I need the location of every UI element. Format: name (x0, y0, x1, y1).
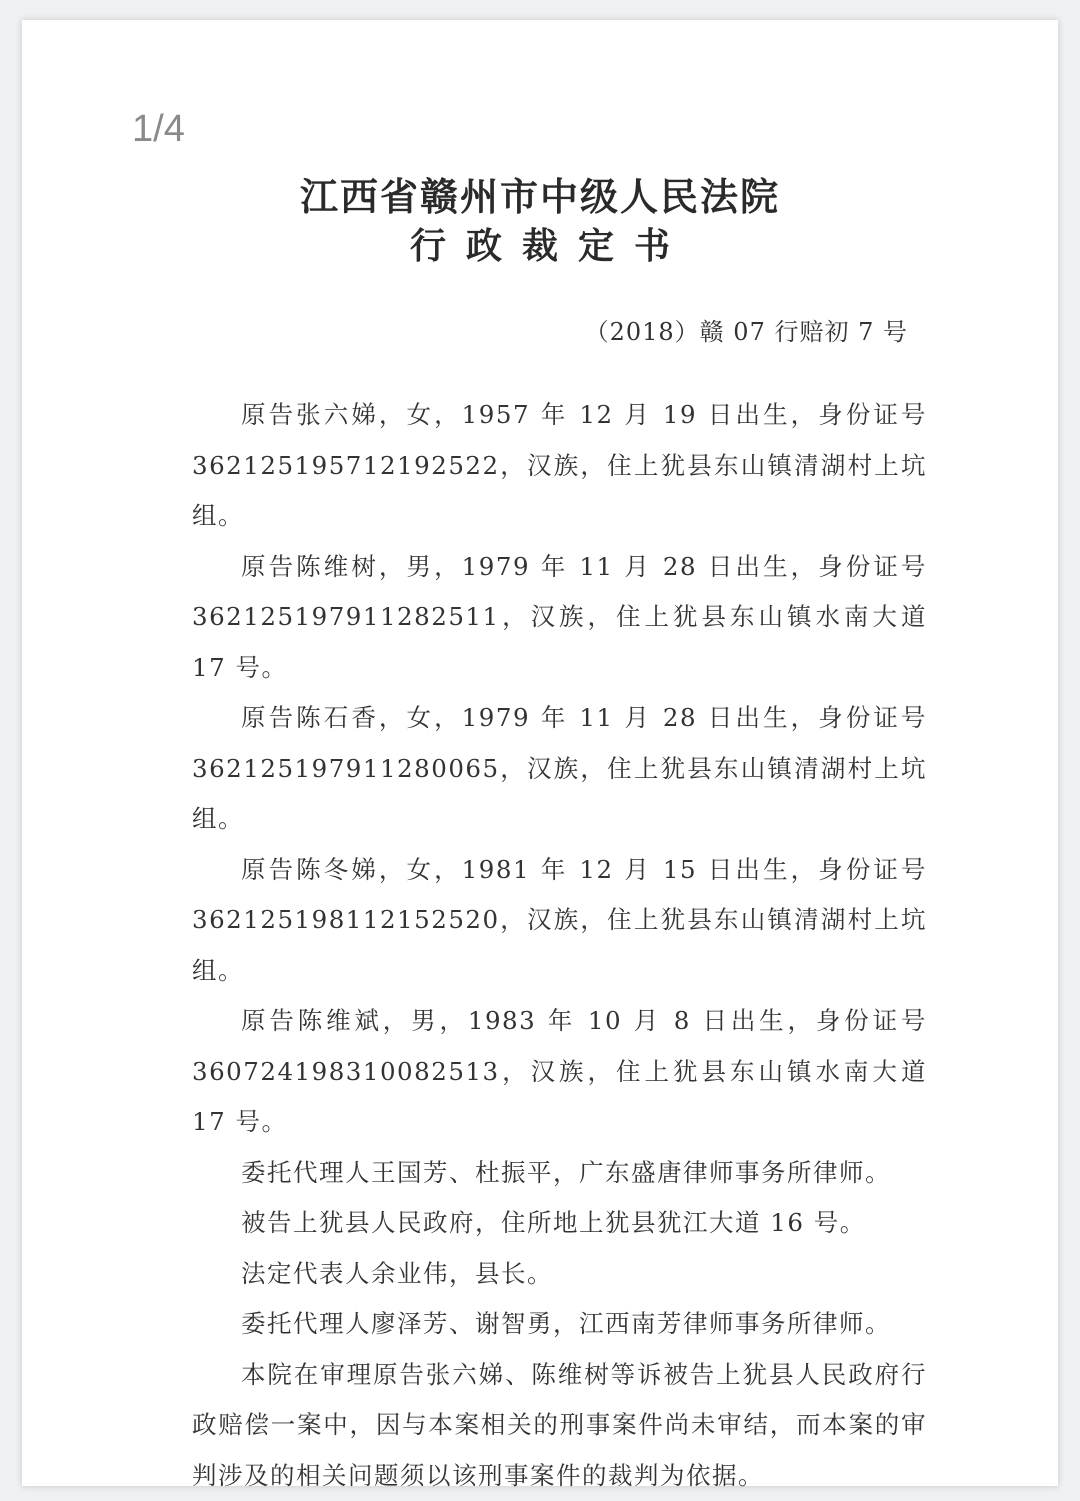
document-type-title: 行政裁定书 (22, 218, 1058, 269)
paragraph-defendant-agent: 委托代理人廖泽芳、谢智勇，江西南芳律师事务所律师。 (192, 1299, 927, 1350)
paragraph-legal-representative: 法定代表人余业伟，县长。 (192, 1249, 927, 1300)
paragraph-plaintiff-3: 原告陈石香，女，1979 年 11 月 28 日出生，身份证号 362125197911280065，汉族，住上犹县东山镇清湖村上坑组。 (192, 693, 927, 845)
paragraph-plaintiff-1: 原告张六娣，女，1957 年 12 月 19 日出生，身份证号 362125195712192522，汉族，住上犹县东山镇清湖村上坑组。 (192, 390, 927, 542)
document-body (192, 390, 927, 1501)
paragraph-plaintiff-4: 原告陈冬娣，女，1981 年 12 月 15 日出生，身份证号 362125198112152520，汉族，住上犹县东山镇清湖村上坑组。 (192, 845, 927, 997)
document-page (22, 20, 1058, 1486)
page-indicator: 1/4 (132, 108, 185, 151)
paragraph-plaintiff-2: 原告陈维树，男，1979 年 11 月 28 日出生，身份证号 362125197911282511，汉族，住上犹县东山镇水南大道 17 号。 (192, 542, 927, 694)
case-number: （2018）赣 07 行赔初 7 号 (585, 312, 908, 347)
paragraph-case-statement: 本院在审理原告张六娣、陈维树等诉被告上犹县人民政府行政赔偿一案中，因与本案相关的刑事案件尚未审结，而本案的审判涉及的相关问题须以该刑事案件的裁判为依据。 (192, 1350, 927, 1501)
paragraph-plaintiff-5: 原告陈维斌，男，1983 年 10 月 8 日出生，身份证号 360724198310082513，汉族，住上犹县东山镇水南大道 17 号。 (192, 996, 927, 1148)
paragraph-plaintiff-agent: 委托代理人王国芳、杜振平，广东盛唐律师事务所律师。 (192, 1148, 927, 1199)
court-name: 江西省赣州市中级人民法院 (22, 166, 1058, 221)
paragraph-defendant: 被告上犹县人民政府，住所地上犹县犹江大道 16 号。 (192, 1198, 927, 1249)
